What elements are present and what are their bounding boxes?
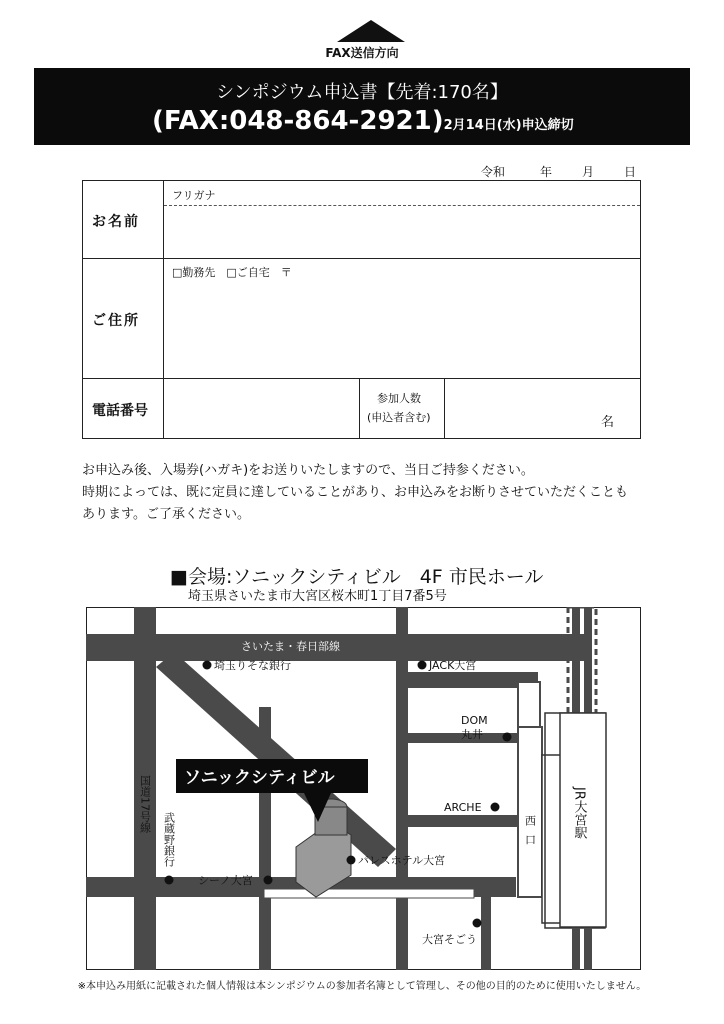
venue-title: ■会場:ソニックシティビル 4F 市民ホール	[170, 566, 544, 588]
footpath	[264, 889, 474, 898]
name-label: お名前	[92, 214, 140, 230]
date-day: 日	[624, 165, 637, 179]
marker-musashino-icon	[165, 876, 174, 885]
phone-label: 電話番号	[92, 403, 148, 419]
note-line-2: 時期によっては、既に定員に達していることがあり、お申込みをお断りさせていただくことも	[82, 485, 629, 500]
marker-resona-icon	[203, 661, 212, 670]
marker-seeno-icon	[264, 876, 273, 885]
venue-map	[86, 607, 641, 970]
marker-jack-icon	[418, 661, 427, 670]
date-year: 年	[540, 165, 553, 179]
label-musashino: 武蔵野銀行	[162, 812, 176, 867]
label-west-exit: 西口	[523, 815, 537, 853]
marker-sogo-icon	[473, 919, 482, 928]
label-sogo: 大宮そごう	[422, 933, 477, 946]
fax-direction-arrow-icon	[337, 20, 405, 42]
name-field[interactable]	[165, 207, 639, 257]
marker-dom-icon	[503, 733, 512, 742]
phone-field[interactable]	[165, 380, 358, 437]
attendees-sublabel: (申込者含む)	[367, 411, 431, 424]
marker-palace-icon	[347, 856, 356, 865]
road-vertical-east	[396, 607, 408, 970]
station-west-plaza	[518, 727, 542, 897]
title-banner	[34, 68, 690, 145]
furigana-divider	[164, 205, 640, 206]
form-row-divider	[83, 258, 640, 259]
label-resona: 埼玉りそな銀行	[214, 659, 291, 672]
fax-direction-label: FAX送信方向	[325, 46, 399, 60]
form-row-divider	[83, 378, 640, 379]
banner-fax-line	[152, 106, 574, 136]
address-label: ご住所	[92, 313, 140, 329]
deadline: 2月14日(水)申込締切	[443, 118, 574, 133]
address-field[interactable]	[165, 282, 639, 377]
fax-number: (FAX:048-864-2921)	[152, 106, 444, 136]
form-col-divider	[444, 378, 445, 438]
label-jack: JACK大宮	[429, 659, 477, 672]
label-palace-hotel: パレスホテル大宮	[358, 854, 446, 867]
marker-arche-icon	[491, 803, 500, 812]
road-arche	[408, 815, 518, 827]
attendees-label: 参加人数	[377, 392, 421, 405]
attendees-field[interactable]	[446, 380, 596, 437]
form-label-divider	[163, 181, 164, 438]
label-route17: 国道17号線	[138, 775, 152, 833]
note-line-3: あります。ご了承ください。	[82, 507, 250, 522]
date-month: 月	[582, 165, 595, 179]
label-marui: 丸井	[461, 728, 483, 741]
label-dom: DOM	[461, 714, 488, 727]
label-jr-station: JR大宮駅	[571, 787, 587, 839]
furigana-label: フリガナ	[172, 189, 216, 202]
venue-address: 埼玉県さいたま市大宮区桜木町1丁目7番5号	[188, 589, 447, 604]
address-options[interactable]: □勤務先 □ご自宅 〒	[172, 266, 292, 279]
privacy-footer: ※本申込み用紙に記載された個人情報は本シンポジウムの参加者名簿として管理し、その他の目的のために使用いたしません。	[77, 981, 647, 992]
banner-title: シンポジウム申込書【先着:170名】	[216, 82, 508, 103]
note-line-1: お申込み後、入場券(ハガキ)をお送りいたしますので、当日ご持参ください。	[82, 463, 534, 478]
label-arche: ARCHE	[444, 801, 482, 814]
date-era: 令和	[481, 165, 506, 179]
label-sonic-city: ソニックシティビル	[184, 768, 335, 788]
attendees-unit: 名	[601, 415, 615, 430]
label-seeno: シーノ大宮	[198, 874, 253, 887]
label-rail-line: さいたま・春日部線	[241, 640, 340, 653]
form-col-divider	[359, 378, 360, 438]
